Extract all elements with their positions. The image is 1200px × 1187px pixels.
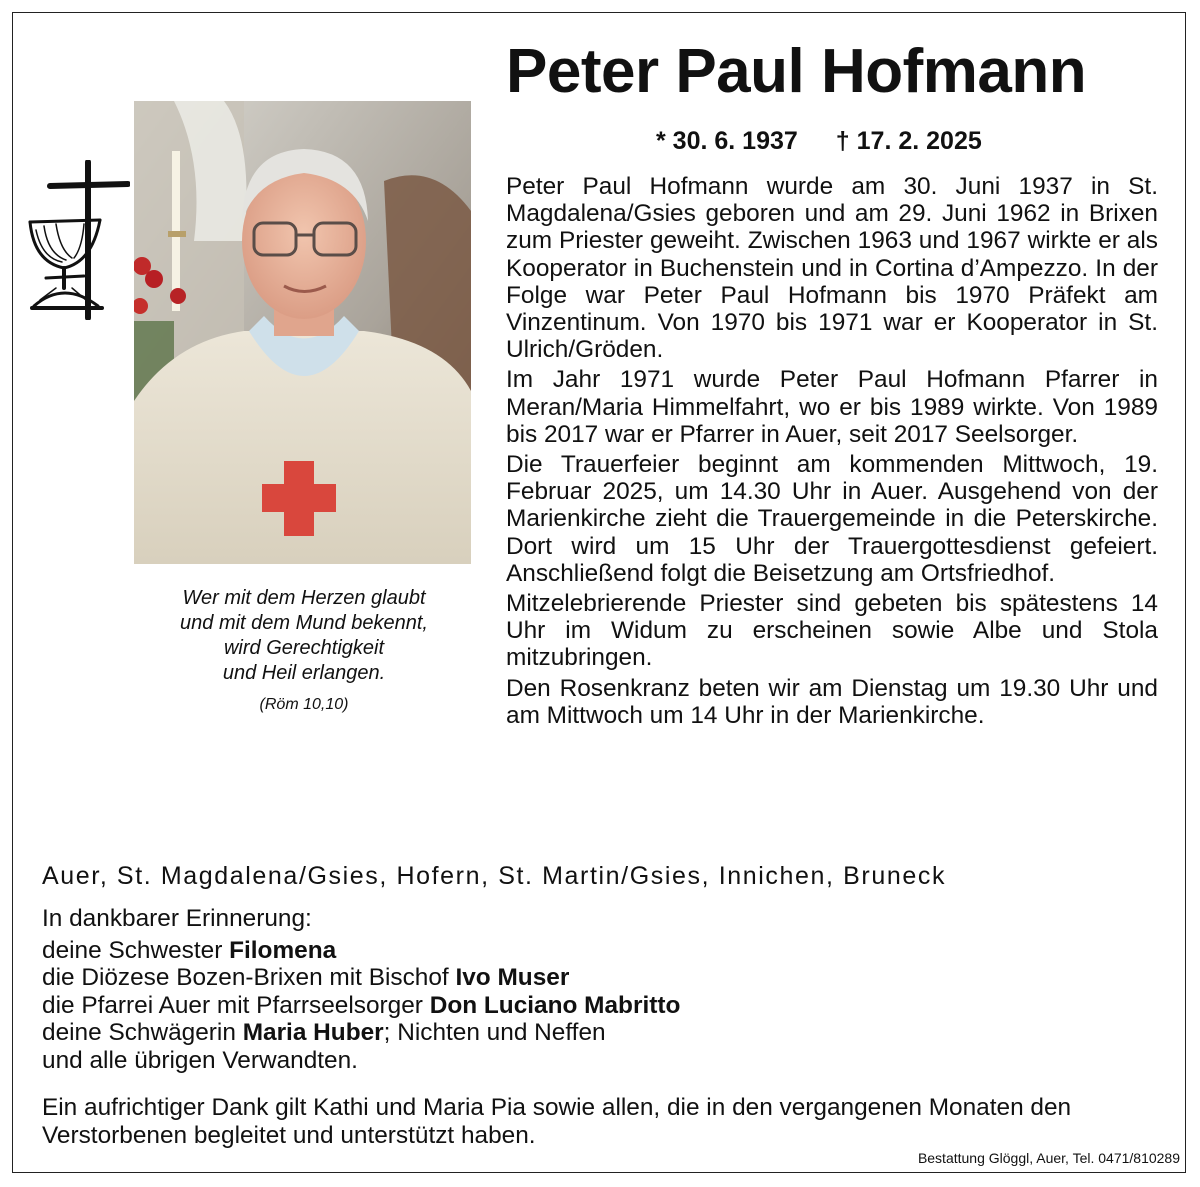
cross-and-chalice-icon	[26, 160, 130, 320]
mourner-name: Filomena	[229, 936, 337, 964]
quote-line: Wer mit dem Herzen glaubt	[182, 587, 426, 609]
mourner-row	[42, 1019, 680, 1047]
mourner-relation: die Pfarrei Auer mit Pfarrseelsorger	[42, 991, 430, 1019]
mourner-row	[42, 992, 680, 1020]
priest-portrait-icon	[134, 101, 471, 564]
bio-paragraph: Den Rosenkranz beten wir am Dienstag um 19.30 Uhr und am Mittwoch um 14 Uhr in der Marienkirche.	[506, 674, 1158, 729]
mourner-relation: deine Schwägerin	[42, 1019, 243, 1047]
mourner-name: Ivo Muser	[455, 964, 570, 992]
mourner-name: Maria Huber	[242, 1019, 384, 1047]
bio-paragraph: Mitzelebrierende Priester sind gebeten bis spätestens 14 Uhr im Widum zu erscheinen sowie Albe und Stola mitzubringen.	[506, 590, 1158, 672]
bible-quote	[134, 586, 474, 717]
undertaker-info: Bestattung Glöggl, Auer, Tel. 0471/810289	[917, 1150, 1180, 1166]
deceased-name: Peter Paul Hofmann	[506, 37, 1087, 106]
bio-paragraph: Peter Paul Hofmann wurde am 30. Juni 1937 in St. Magdalena/Gsies geboren und am 29. Juni 1962 in Brixen zum Priester geweiht. Zwischen 1963 und 1967 wirkte er als Kooperator in Buchenstein und in Cortina d’Ampezzo. In der Folge war Peter Paul Hofmann bis 1970 Präfekt am Vinzentinum. Von 1970 bis 1971 war er Kooperator in St. Ulrich/Gröden.	[506, 173, 1158, 364]
bio-paragraph: Im Jahr 1971 wurde Peter Paul Hofmann Pfarrer in Meran/Maria Himmelfahrt, wo er bis 1989 wirkte. Von 1989 bis 2017 war er Pfarrer in Auer, seit 2017 Seelsorger.	[506, 366, 1158, 448]
mourners-list	[42, 905, 680, 1075]
mourner-relation: die Diözese Bozen-Brixen mit Bischof	[42, 964, 456, 992]
death-date: † 17. 2. 2025	[835, 127, 982, 155]
quote-line: und mit dem Mund bekennt,	[180, 612, 428, 634]
bio-paragraph: Die Trauerfeier beginnt am kommenden Mittwoch, 19. Februar 2025, um 14.30 Uhr in Auer. Ausgehend von der Marienkirche zieht die Trauergemeinde in die Peterskirche. Dort wird um 15 Uhr der Trauergottesdienst gefeiert. Anschließend folgt die Beisetzung am Ortsfriedhof.	[506, 451, 1158, 587]
mourner-row	[42, 937, 680, 965]
birth-date: * 30. 6. 1937	[656, 127, 798, 155]
mourner-row	[42, 1047, 680, 1075]
mourner-relation: deine Schwester	[42, 936, 230, 964]
mourners-intro: In dankbarer Erinnerung:	[42, 905, 312, 932]
quote-line: wird Gerechtigkeit	[223, 637, 385, 659]
mourner-row	[42, 964, 680, 992]
mourner-relation: und alle übrigen Verwandten.	[42, 1046, 358, 1074]
thanks-note: Ein aufrichtiger Dank gilt Kathi und Maria Pia sowie allen, die in den vergangenen Monaten den Verstorbenen begleitet und unterstützt haben.	[42, 1094, 1072, 1149]
life-dates	[656, 126, 982, 156]
places-list: Auer, St. Magdalena/Gsies, Hofern, St. Martin/Gsies, Innichen, Bruneck	[42, 862, 947, 890]
quote-reference: (Röm 10,10)	[259, 696, 349, 713]
quote-line: und Heil erlangen.	[222, 662, 386, 684]
biography	[506, 173, 1158, 732]
mourner-name: Don Luciano Mabritto	[429, 991, 681, 1019]
mourner-suffix: ; Nichten und Neffen	[383, 1019, 606, 1047]
